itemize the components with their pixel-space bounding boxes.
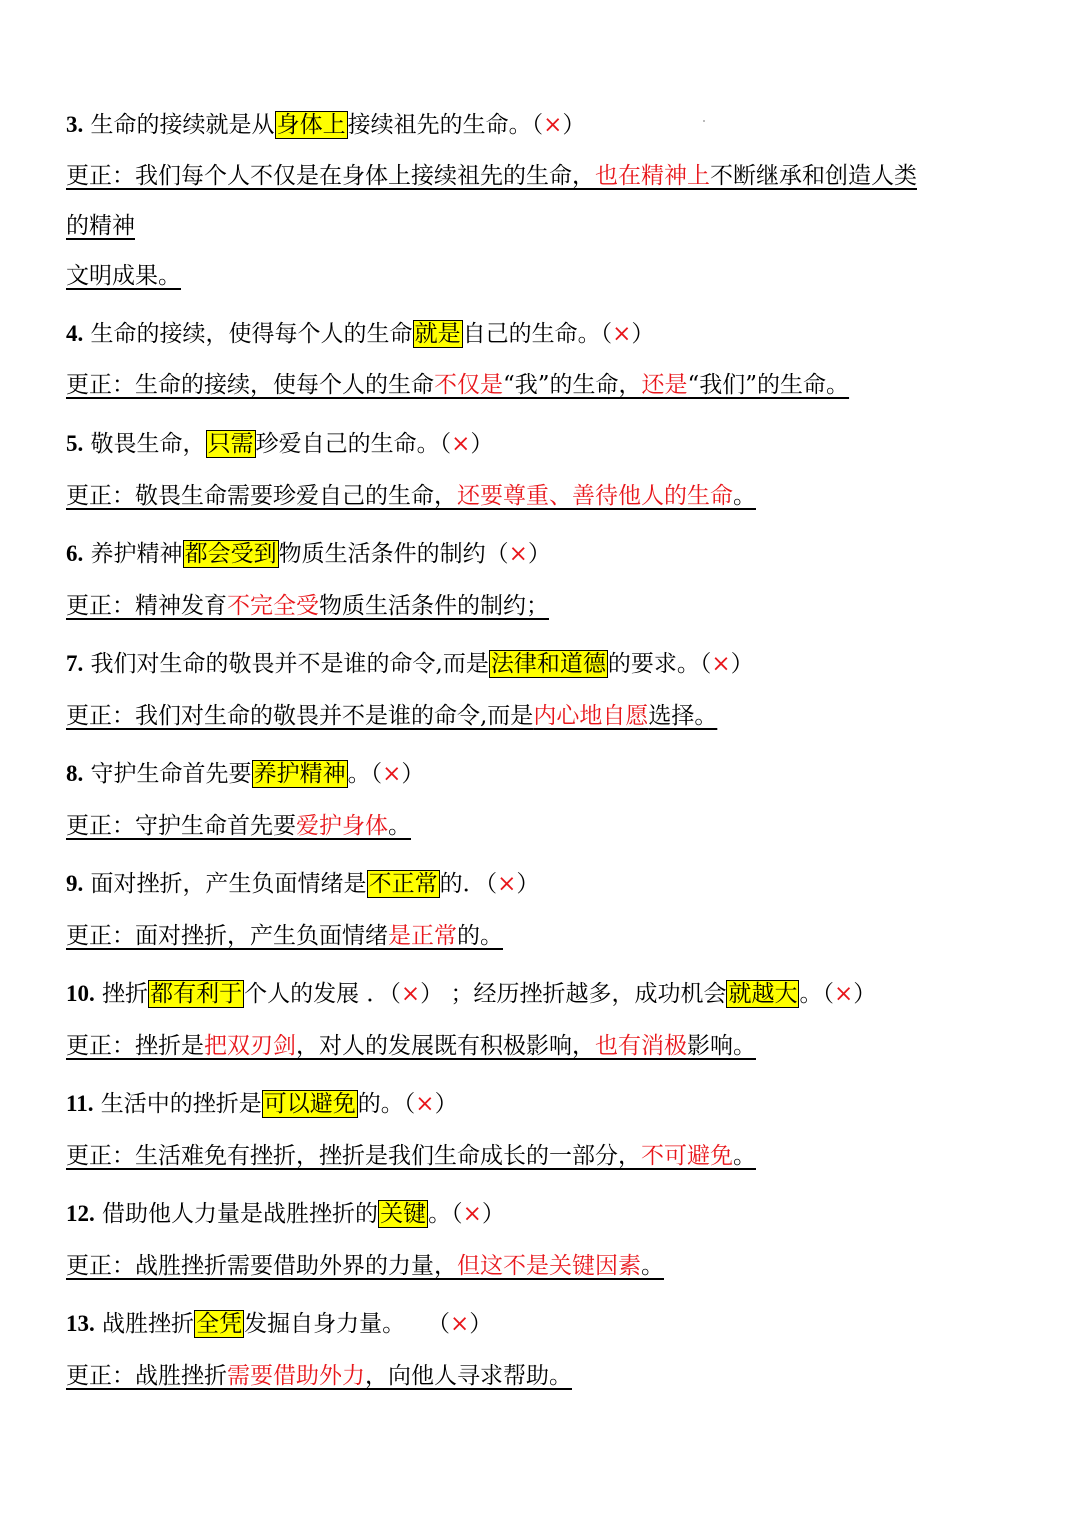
wrong-mark: × (833, 981, 854, 1007)
statement-13 (66, 1309, 492, 1339)
wrong-mark: × (462, 1201, 482, 1227)
wrong-mark: × (497, 871, 517, 897)
highlighted-error: 都会受到 (184, 541, 277, 567)
correction-key: 把双刃剑 (204, 1033, 296, 1059)
wrong-mark: × (415, 1091, 435, 1117)
statement-text: 接续祖先的生命。（ (347, 112, 544, 138)
statement-text: 生命的接续，使得每个人的生命 (83, 321, 413, 347)
correction-text: “我们”的生命。 (687, 372, 850, 398)
correction-text: 文明成果。 (66, 263, 181, 289)
statement-text: 面对挫折，产生负面情绪是 (83, 871, 367, 897)
highlighted-error: 身体上 (276, 112, 346, 138)
correction-12 (66, 1251, 664, 1281)
wrong-mark: × (508, 541, 528, 567)
statement-text: 个人的发展 ．（ (244, 981, 401, 1007)
statement-text: 珍爱自己的生命。（ (255, 431, 452, 457)
statement-text: 生活中的挫折是 (93, 1091, 262, 1117)
statement-text: ） (401, 761, 425, 787)
item-number: 8. (66, 761, 84, 786)
correction-key: 不可避免 (641, 1143, 733, 1169)
item-number: 13. (66, 1311, 95, 1336)
correction-text: ，向他人寻求帮助。 (365, 1363, 572, 1389)
correction-text: 的。 (457, 923, 503, 949)
correction-key: 也有消极 (595, 1033, 687, 1059)
highlighted-error: 只需 (207, 431, 254, 457)
highlighted-error: 法律和道德 (490, 651, 606, 677)
wrong-mark: × (382, 761, 402, 787)
statement-text: 发掘自身力量。 （ (244, 1311, 450, 1337)
statement-text: ） (730, 651, 754, 677)
correction-key: 内心地自愿 (533, 703, 649, 729)
statement-text: 的．（ (439, 871, 498, 897)
statement-text: 。（ (428, 1201, 463, 1227)
correction-text: 更正：面对挫折，产生负面情绪 (66, 923, 388, 949)
correction-key: 还要尊重、善待他人的生命 (457, 483, 733, 509)
item-number: 10. (66, 981, 95, 1006)
statement-text: 养护精神 (83, 541, 183, 567)
statement-12 (66, 1199, 505, 1229)
correction-8 (66, 811, 411, 841)
correction-text: 更正：生活难免有挫折，挫折是我们生命成长的一部分， (66, 1143, 641, 1169)
statement-text: 战胜挫折 (94, 1311, 195, 1337)
statement-11 (66, 1089, 458, 1119)
correction-text: 物质生活条件的制约； (319, 593, 549, 619)
correction-key: 不完全受 (227, 593, 319, 619)
statement-text: 敬畏生命， (83, 431, 206, 457)
correction-text: 影响。 (687, 1033, 756, 1059)
correction-6 (66, 591, 549, 621)
correction-9 (66, 921, 503, 951)
correction-text: 。 (733, 1143, 756, 1169)
statement-text: 物质生活条件的制约（ (278, 541, 509, 567)
statement-text: ） (527, 541, 551, 567)
highlighted-error: 养护精神 (253, 761, 346, 787)
correction-7 (66, 701, 717, 731)
statement-text: 的要求。（ (607, 651, 712, 677)
correction-text: 更正：我们每个人不仅是在身体上接续祖先的生命， (66, 163, 595, 189)
item-number: 3. (66, 112, 84, 137)
highlighted-error: 就是 (414, 321, 461, 347)
statement-4 (66, 319, 654, 349)
correction-5 (66, 481, 756, 511)
correction-text: 更正：守护生命首先要 (66, 813, 296, 839)
correction-text: 。 (733, 483, 756, 509)
statement-text: 。（ (347, 761, 383, 787)
statement-text: 挫折 (94, 981, 149, 1007)
statement-text: 借助他人力量是战胜挫折的 (94, 1201, 379, 1227)
correction-key: 爱护身体 (296, 813, 388, 839)
correction-3-line3 (66, 261, 181, 291)
wrong-mark: × (450, 1311, 470, 1337)
wrong-mark: × (451, 431, 471, 457)
item-number: 4. (66, 321, 84, 346)
highlighted-error: 就越大 (728, 981, 798, 1007)
correction-text: 更正：战胜挫折 (66, 1363, 227, 1389)
correction-text: 更正：精神发育 (66, 593, 227, 619)
statement-text: 。（ (799, 981, 834, 1007)
correction-text: 的精神 (66, 213, 135, 239)
statement-text: ） (853, 981, 877, 1007)
statement-text: 自己的生命。（ (462, 321, 613, 347)
correction-key: 需要借助外力 (227, 1363, 365, 1389)
statement-text: 的。（ (357, 1091, 416, 1117)
statement-text: ） (631, 321, 655, 347)
correction-text: ，对人的发展既有积极影响， (296, 1033, 595, 1059)
highlighted-error: 不正常 (368, 871, 438, 897)
correction-text: 更正：生命的接续，使每个人的生命 (66, 372, 434, 398)
statement-8 (66, 759, 424, 789)
statement-6 (66, 539, 551, 569)
highlighted-error: 全凭 (196, 1311, 243, 1337)
correction-text: 更正：战胜挫折需要借助外界的力量， (66, 1253, 457, 1279)
statement-text: 守护生命首先要 (83, 761, 252, 787)
statement-text: 生命的接续就是从 (83, 112, 275, 138)
highlighted-error: 可以避免 (263, 1091, 356, 1117)
item-number: 6. (66, 541, 84, 566)
wrong-mark: × (711, 651, 731, 677)
correction-text: 更正：我们对生命的敬畏并不是谁的命令,而是 (66, 703, 534, 729)
statement-text: ） (481, 1201, 505, 1227)
correction-key: 不仅是 (434, 372, 503, 398)
correction-4 (66, 370, 849, 400)
statement-text: ） (434, 1091, 458, 1117)
item-number: 12. (66, 1201, 95, 1226)
item-number: 5. (66, 431, 84, 456)
highlighted-error: 都有利于 (150, 981, 243, 1007)
statement-text: ） (469, 1311, 493, 1337)
statement-text: ） (470, 431, 494, 457)
correction-11 (66, 1141, 756, 1171)
wrong-mark: × (543, 112, 563, 138)
correction-13 (66, 1361, 572, 1391)
highlighted-error: 关键 (380, 1201, 427, 1227)
statement-10 (66, 979, 876, 1009)
item-number: 7. (66, 651, 84, 676)
correction-text: 。 (388, 813, 411, 839)
correction-text: 选择。 (648, 703, 718, 729)
correction-text: 不断继承和创造人类 (710, 163, 917, 189)
correction-text: 。 (641, 1253, 664, 1279)
statement-text: ） (562, 112, 586, 138)
wrong-mark: × (400, 981, 421, 1007)
item-number: 9. (66, 871, 84, 896)
correction-text: 更正：敬畏生命需要珍爱自己的生命， (66, 483, 457, 509)
correction-key: 还是 (641, 372, 688, 398)
statement-5 (66, 429, 493, 459)
statement-9 (66, 869, 539, 899)
correction-text: “我”的生命， (503, 372, 642, 398)
correction-10 (66, 1031, 756, 1061)
statement-7 (66, 649, 754, 679)
correction-3 (66, 161, 917, 191)
item-number: 11. (66, 1091, 94, 1116)
statement-3 (66, 110, 585, 140)
wrong-mark: × (612, 321, 632, 347)
correction-3-line2 (66, 211, 135, 241)
statement-text: 我们对生命的敬畏并不是谁的命令,而是 (83, 651, 489, 677)
correction-key: 但这不是关键因素 (457, 1253, 641, 1279)
stray-dot (703, 120, 705, 122)
statement-text: ） ；经历挫折越多，成功机会 (420, 981, 727, 1007)
statement-text: ） (516, 871, 540, 897)
correction-text: 更正：挫折是 (66, 1033, 204, 1059)
correction-key: 也在精神上 (595, 163, 710, 189)
correction-key: 是正常 (388, 923, 457, 949)
